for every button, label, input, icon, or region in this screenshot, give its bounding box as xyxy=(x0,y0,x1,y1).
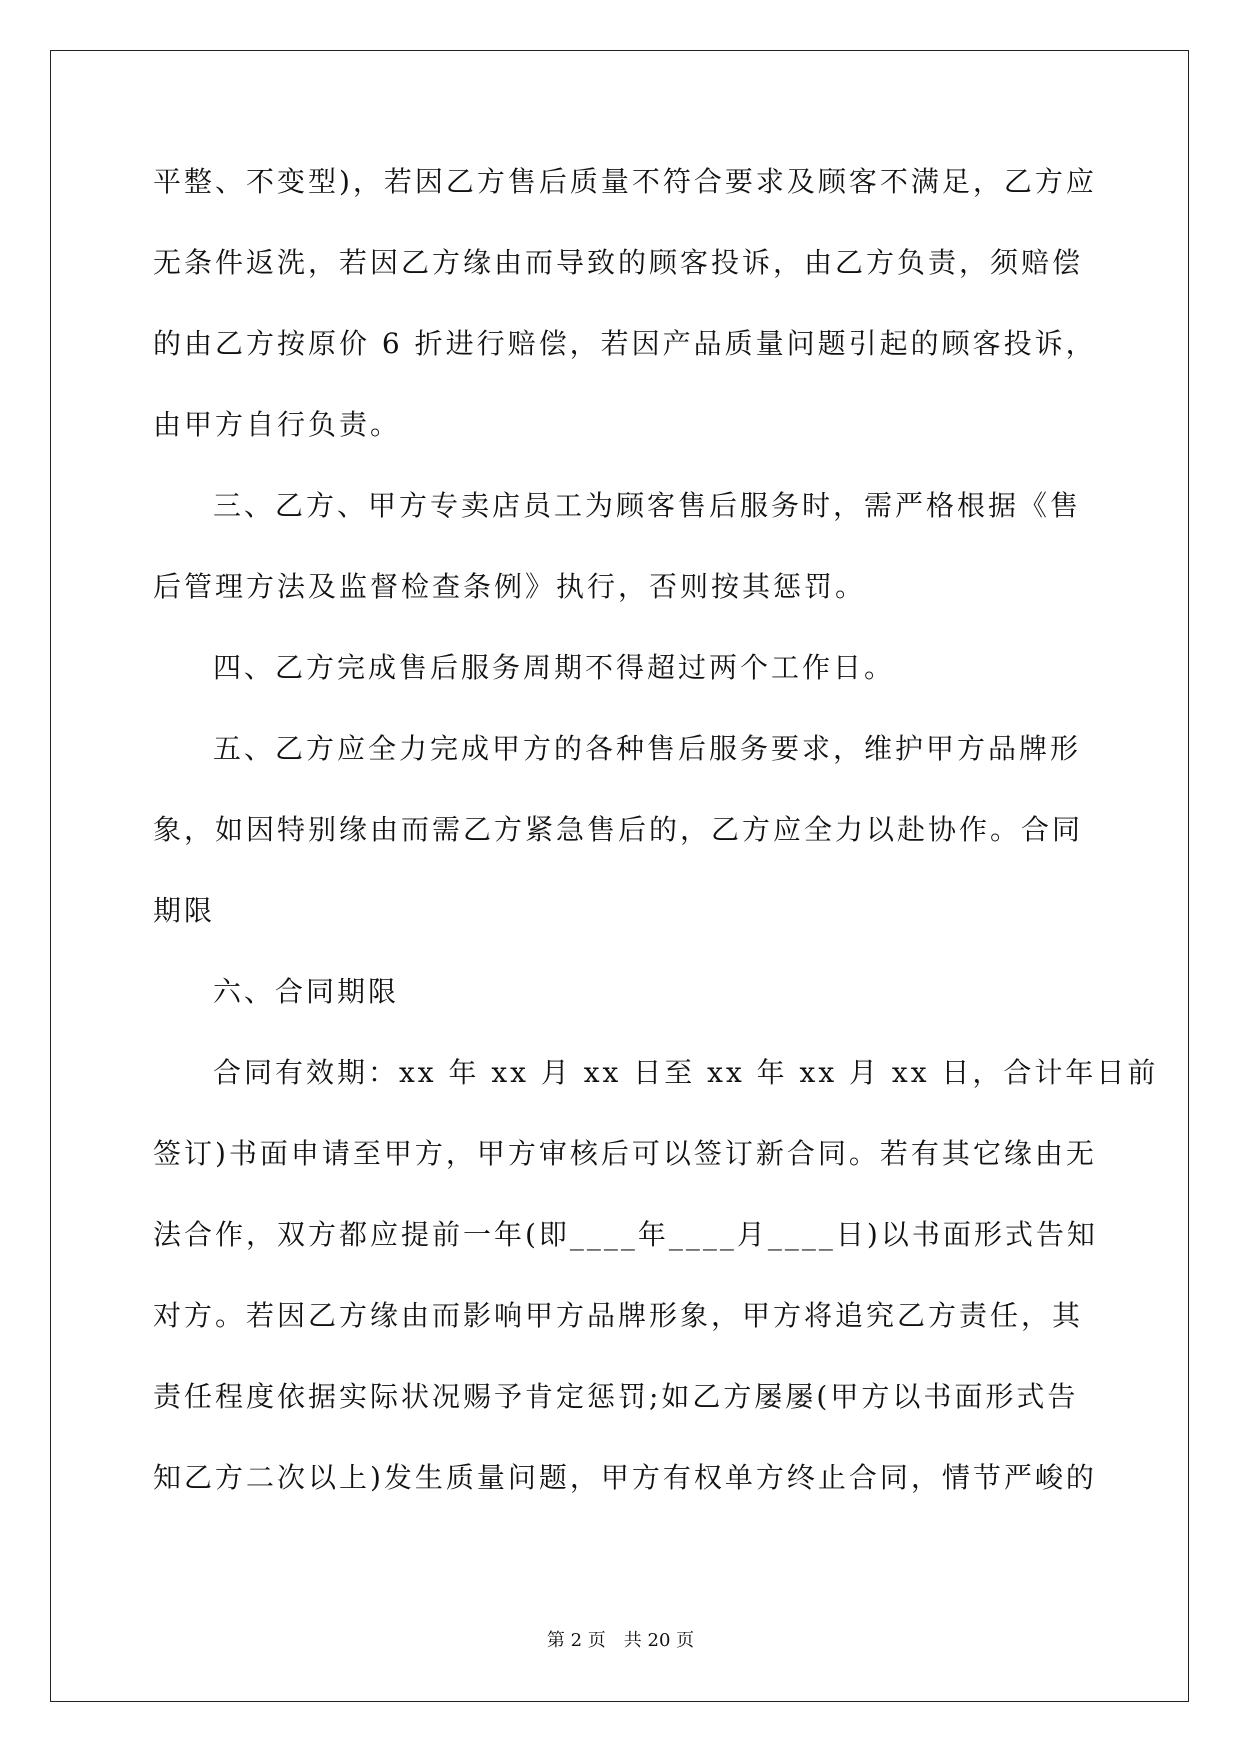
text-line: 合同有效期：xx 年 xx 月 xx 日至 xx 年 xx 月 xx 日，合计年日前 xyxy=(213,1056,1159,1089)
text-line: 的由乙方按原价 6 折进行赔偿，若因产品质量问题引起的顾客投诉， xyxy=(153,327,1097,360)
text-line: 签订)书面申请至甲方，甲方审核后可以签订新合同。若有其它缘由无 xyxy=(153,1137,1097,1170)
page-footer: 第 2 页 共 20 页 xyxy=(546,1630,695,1651)
text-line: 无条件返洗，若因乙方缘由而导致的顾客投诉，由乙方负责，须赔偿 xyxy=(153,246,1084,279)
text-line: 知乙方二次以上)发生质量问题，甲方有权单方终止合同，情节严峻的 xyxy=(153,1461,1097,1494)
text-line: 期限 xyxy=(153,894,216,927)
text-line: 后管理方法及监督检查条例》执行，否则按其惩罚。 xyxy=(153,570,867,603)
page-border xyxy=(50,50,1189,1702)
text-line: 六、合同期限 xyxy=(213,975,400,1008)
text-line: 法合作，双方都应提前一年(即____年____月____日)以书面形式告知 xyxy=(153,1218,1098,1251)
text-line: 平整、不变型)，若因乙方售后质量不符合要求及顾客不满足，乙方应 xyxy=(153,165,1097,198)
text-line: 三、乙方、甲方专卖店员工为顾客售后服务时，需严格根据《售 xyxy=(213,489,1082,522)
text-line: 责任程度依据实际状况赐予肯定惩罚;如乙方屡屡(甲方以书面形式告 xyxy=(153,1380,1079,1413)
text-line: 五、乙方应全力完成甲方的各种售后服务要求，维护甲方品牌形 xyxy=(213,732,1082,765)
text-line: 象，如因特别缘由而需乙方紧急售后的，乙方应全力以赴协作。合同 xyxy=(153,813,1084,846)
text-line: 对方。若因乙方缘由而影响甲方品牌形象，甲方将追究乙方责任，其 xyxy=(153,1299,1084,1332)
text-line: 由甲方自行负责。 xyxy=(153,408,402,441)
text-line: 四、乙方完成售后服务周期不得超过两个工作日。 xyxy=(213,651,896,684)
